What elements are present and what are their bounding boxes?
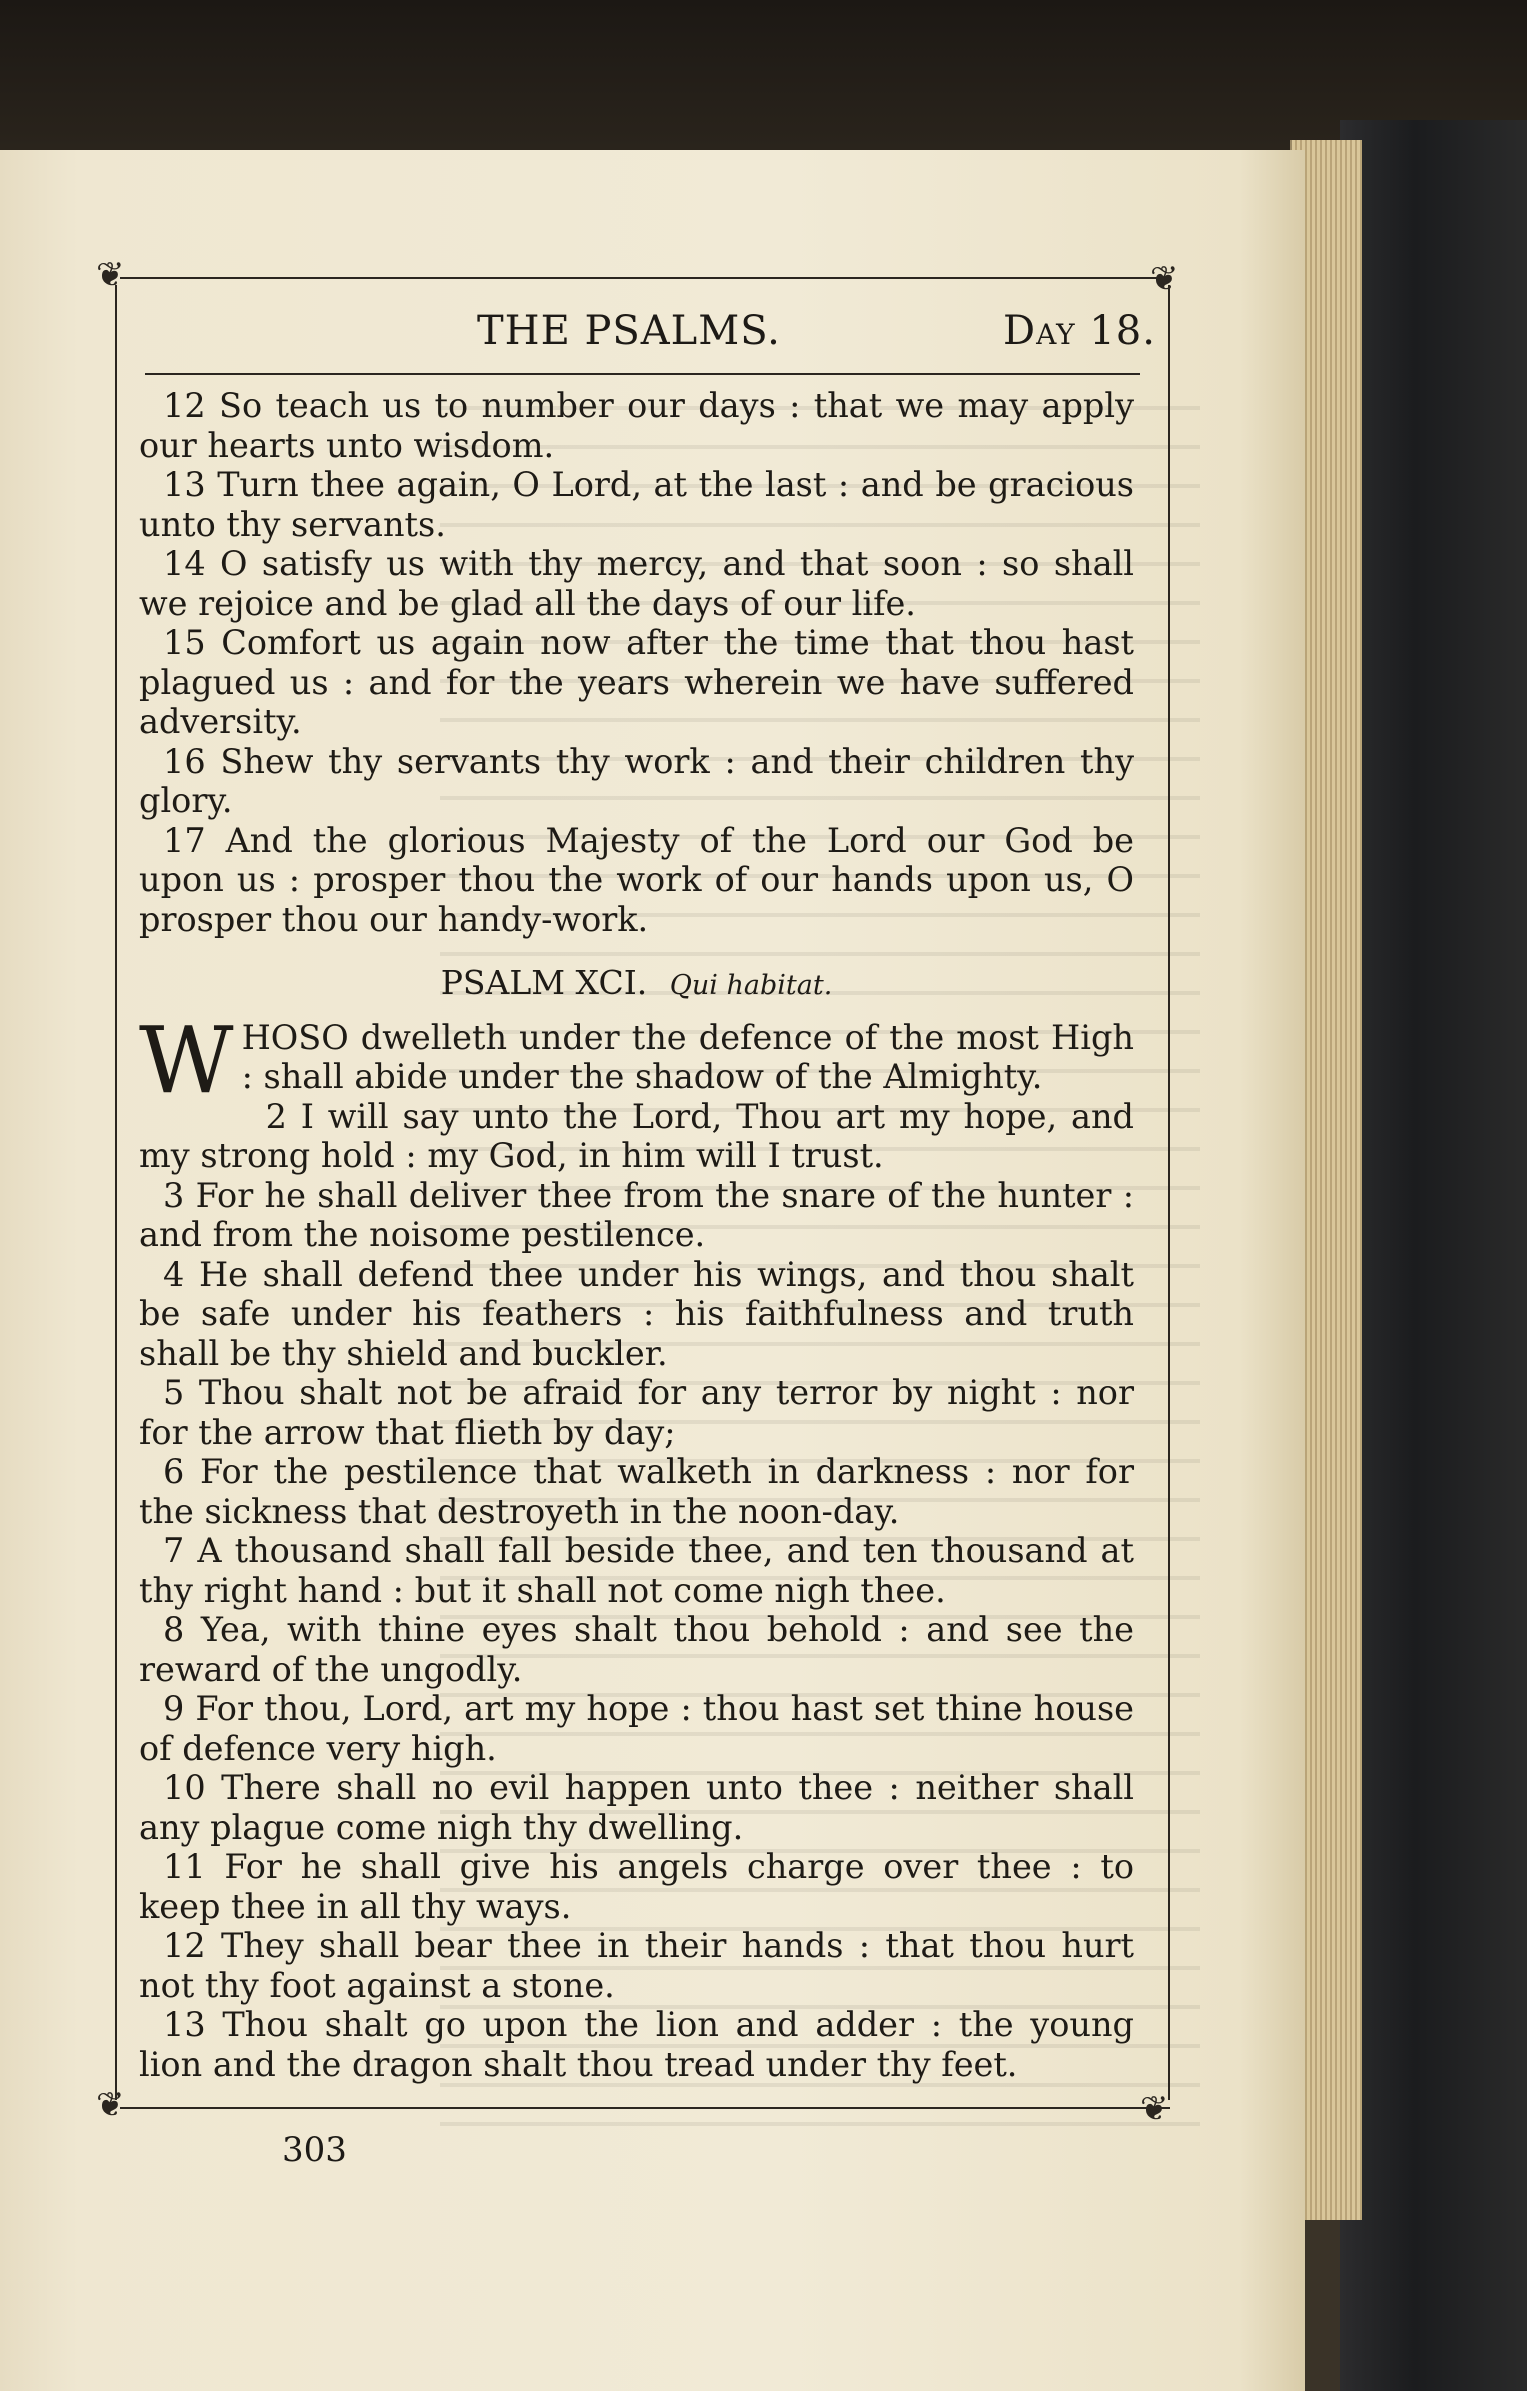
corner-ornament-icon: ❦ [1140,2089,1169,2129]
verse: 15 Comfort us again now after the time that thou hast plagued us : and for the years wherein we have suffered adversity. [139,623,1134,741]
verse: 2 I will say unto the Lord, Thou art my hope, and my strong hold : my God, in him will I trust. [139,1096,1134,1175]
verse: 11 For he shall give his angels charge over thee : to keep thee in all thy ways. [139,1847,1134,1926]
book-cover-spine [1340,120,1527,2391]
frame-top-rule [120,277,1170,279]
book-top-edge [0,0,1527,150]
verse: 10 There shall no evil happen unto thee : neither shall any plague come nigh thy dwelling. [139,1768,1134,1847]
frame-right-rule [1168,285,1170,2100]
verse: 12 So teach us to number our days : that we may apply our hearts unto wisdom. [139,386,1134,465]
verse: 14 O satisfy us with thy mercy, and that soon : so shall we rejoice and be glad all the days of our life. [139,544,1134,623]
verse: 7 A thousand shall fall beside thee, and ten thousand at thy right hand : but it shall not come nigh thee. [139,1531,1134,1610]
day-label: Day 18. [1003,308,1156,354]
corner-ornament-icon: ❦ [1150,259,1179,299]
psalm-latin-incipit: Qui habitat. [669,970,833,1001]
verse: 13 Turn thee again, O Lord, at the last : and be gracious unto thy servants. [139,465,1134,544]
corner-ornament-icon: ❦ [96,255,125,295]
verse: 17 And the glorious Majesty of the Lord our God be upon us : prosper thou the work of our hands upon us, O prosper thou our handy-work. [139,820,1134,939]
verse: 13 Thou shalt go upon the lion and adder : the young lion and the dragon shalt thou tread under thy feet. [139,2005,1134,2084]
running-title: THE PSALMS. [477,308,781,354]
verse: 3 For he shall deliver thee from the snare of the hunter : and from the noisome pestilence. [139,1175,1134,1254]
page-number: 303 [282,2130,347,2170]
corner-ornament-icon: ❦ [96,2085,125,2125]
verse: 8 Yea, with thine eyes shalt thou behold : and see the reward of the ungodly. [139,1610,1134,1689]
verse: 12 They shall bear thee in their hands : that thou hurt not thy foot against a stone. [139,1926,1134,2005]
frame-left-rule [115,285,117,2100]
verse: 6 For the pestilence that walketh in darkness : nor for the sickness that destroyeth in the noon-day. [139,1452,1134,1531]
verse: 4 He shall defend thee under his wings, and thou shalt be safe under his feathers : his faithfulness and truth shall be thy shield and buckler. [139,1254,1134,1373]
opening-text: HOSO dwelleth under the defence of the most High : shall abide under the shadow of the Almighty. [241,1017,1134,1096]
header-rule [145,373,1140,375]
verse: 9 For thou, Lord, art my hope : thou hast set thine house of defence very high. [139,1689,1134,1768]
psalm-title: PSALM XCI. [440,963,648,1002]
psalm-opening-verse [139,1006,1134,1114]
verse: 16 Shew thy servants thy work : and their children thy glory. [139,741,1134,820]
frame-bottom-rule [120,2107,1170,2109]
psalm-heading [139,963,1134,1006]
psalm-text [139,386,1134,2084]
drop-cap: W [139,1006,234,1114]
verse: 5 Thou shalt not be afraid for any terror by night : nor for the arrow that flieth by day; [139,1373,1134,1452]
